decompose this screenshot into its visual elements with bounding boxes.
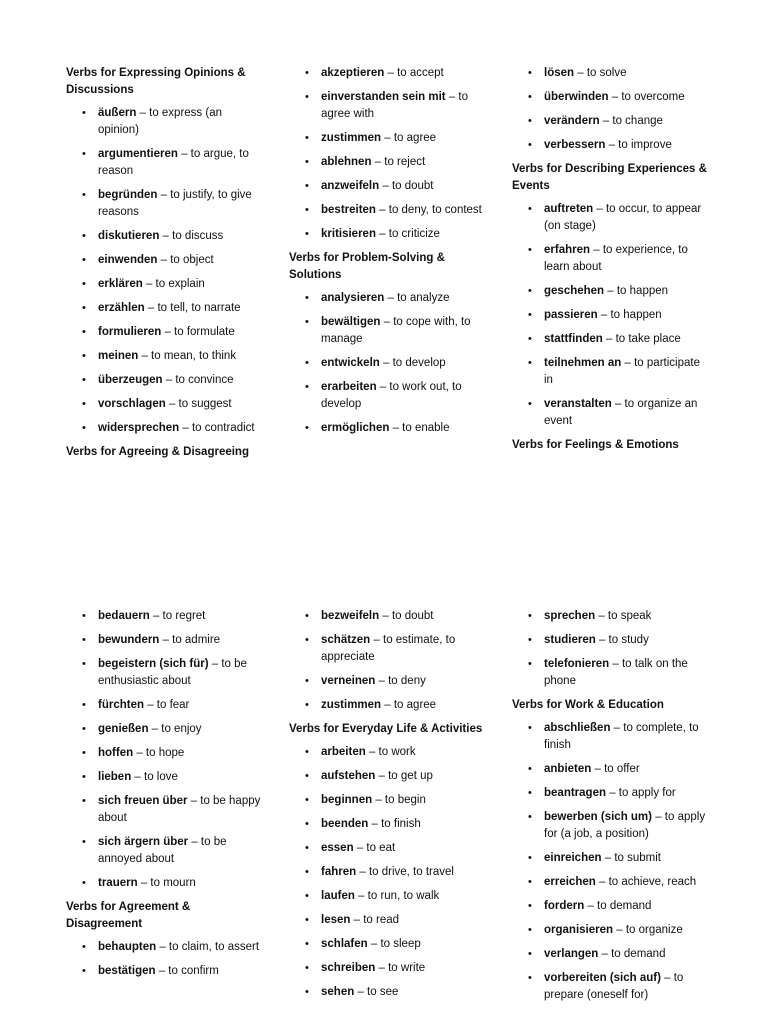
verb-item [289,984,489,1001]
verb-item [512,113,712,130]
verb-definition: – to finish [368,818,421,830]
verb-term: anbieten [544,763,592,775]
verb-definition: – to organize [613,924,683,936]
verb-item [66,146,266,180]
verb-term: überwinden [544,91,609,103]
verb-term: geschehen [544,285,605,297]
verb-definition: – to agree with [321,91,469,120]
verb-term: teilnehmen an [544,357,622,369]
verb-item [289,130,489,147]
verb-term: essen [321,842,354,854]
verb-list [289,290,489,437]
verb-term: telefonieren [544,658,610,670]
verb-term: hoffen [98,747,134,759]
verb-term: trauern [98,877,138,889]
verb-term: arbeiten [321,746,366,758]
verb-item [289,673,489,690]
verb-list [512,201,712,430]
column-2 [289,65,489,444]
verb-item [66,396,266,413]
verb-item [512,970,712,1004]
verb-term: bezweifeln [321,610,380,622]
verb-item [66,372,266,389]
verb-term: lösen [544,67,575,79]
verb-definition: – to begin [372,794,426,806]
verb-definition: – to demand [598,948,666,960]
column-5 [289,608,489,1008]
verb-term: beantragen [544,787,606,799]
verb-term: abschließen [544,722,611,734]
verb-item [66,300,266,317]
verb-item [289,65,489,82]
verb-item [512,632,712,649]
verb-definition: – to experience, to learn about [544,244,688,273]
verb-item [512,809,712,843]
verb-item [289,697,489,714]
verb-term: ablehnen [321,156,372,168]
verb-list [289,65,489,243]
verb-term: fahren [321,866,357,878]
verb-definition: – to contradict [179,422,255,434]
verb-item [512,65,712,82]
verb-item [66,721,266,738]
verb-item [66,656,266,690]
verb-term: erfahren [544,244,591,256]
verb-definition: – to argue, to reason [98,148,249,177]
verb-item [512,608,712,625]
section-heading: Verbs for Agreement & Disagreement [66,901,191,930]
verb-definition: – to criticize [375,228,440,240]
verb-item [66,187,266,221]
verb-term: lieben [98,771,132,783]
verb-term: akzeptieren [321,67,385,79]
verb-item [66,834,266,868]
verb-definition: – to accept [384,67,444,79]
verb-item [66,939,266,956]
verb-definition: – to enjoy [148,723,202,735]
verb-term: stattfinden [544,333,603,345]
verb-term: erklären [98,278,143,290]
verb-term: verändern [544,115,600,127]
verb-term: analysieren [321,292,385,304]
verb-item [289,912,489,929]
verb-definition: – to offer [591,763,640,775]
verb-item [512,898,712,915]
verb-definition: – to achieve, reach [595,876,697,888]
verb-item [289,355,489,372]
verb-term: verneinen [321,675,376,687]
verb-definition: – to submit [601,852,661,864]
verb-item [66,420,266,437]
verb-term: veranstalten [544,398,612,410]
verb-definition: – to write [375,962,426,974]
verb-item [289,420,489,437]
verb-definition: – to hope [133,747,185,759]
verb-term: ermöglichen [321,422,390,434]
verb-term: überzeugen [98,374,163,386]
verb-definition: – to talk on the phone [544,658,688,687]
verb-term: begründen [98,189,158,201]
verb-item [512,785,712,802]
verb-term: sprechen [544,610,596,622]
verb-definition: – to get up [375,770,433,782]
verb-item [512,720,712,754]
verb-item [289,608,489,625]
verb-term: verbessern [544,139,606,151]
verb-item [512,307,712,324]
verb-item [289,864,489,881]
verb-term: diskutieren [98,230,160,242]
verb-definition: – to doubt [379,180,434,192]
verb-item [512,331,712,348]
verb-item [289,792,489,809]
verb-term: passieren [544,309,598,321]
verb-item [512,922,712,939]
verb-term: einverstanden sein mit [321,91,446,103]
verb-item [66,252,266,269]
verb-term: einreichen [544,852,602,864]
verb-term: lesen [321,914,351,926]
verb-definition: – to formulate [161,326,235,338]
verb-item [289,178,489,195]
verb-term: schätzen [321,634,371,646]
verb-term: äußern [98,107,137,119]
verb-term: einwenden [98,254,158,266]
verb-definition: – to take place [602,333,681,345]
verb-term: schlafen [321,938,368,950]
verb-item [289,816,489,833]
verb-definition: – to deny, to contest [375,204,482,216]
section-heading: Verbs for Describing Experiences & Events [512,163,707,192]
verb-item [66,769,266,786]
verb-item [512,201,712,235]
verb-definition: – to love [131,771,178,783]
verb-definition: – to speak [595,610,652,622]
verb-term: erzählen [98,302,145,314]
verb-term: kritisieren [321,228,376,240]
verb-definition: – to explain [142,278,205,290]
verb-definition: – to agree [381,132,437,144]
verb-definition: – to improve [605,139,672,151]
verb-term: beginnen [321,794,373,806]
verb-definition: – to be annoyed about [98,836,227,865]
section-heading: Verbs for Work & Education [512,699,664,711]
verb-list [512,720,712,1004]
verb-term: erarbeiten [321,381,377,393]
verb-item [289,154,489,171]
verb-definition: – to run, to walk [354,890,440,902]
verb-item [289,89,489,123]
verb-item [512,89,712,106]
verb-definition: – to prepare (oneself for) [544,972,684,1001]
verb-definition: – to complete, to finish [544,722,699,751]
verb-item [512,761,712,778]
verb-term: bestätigen [98,965,156,977]
verb-definition: – to read [350,914,400,926]
verb-item [512,283,712,300]
verb-definition: – to agree [381,699,437,711]
verb-definition: – to overcome [608,91,685,103]
verb-definition: – to confirm [155,965,219,977]
verb-term: schreiben [321,962,376,974]
verb-term: zustimmen [321,699,382,711]
verb-definition: – to demand [584,900,652,912]
verb-item [512,656,712,690]
verb-item [512,874,712,891]
verb-item [289,960,489,977]
verb-definition: – to develop [379,357,446,369]
verb-term: bewältigen [321,316,381,328]
verb-list [512,608,712,690]
verb-definition: – to justify, to give reasons [98,189,252,218]
verb-definition: – to change [599,115,663,127]
verb-definition: – to cope with, to manage [321,316,471,345]
verb-term: aufstehen [321,770,376,782]
verb-definition: – to claim, to assert [156,941,260,953]
verb-term: laufen [321,890,355,902]
section-heading: Verbs for Feelings & Emotions [512,439,679,451]
verb-item [289,632,489,666]
verb-term: begeistern (sich für) [98,658,209,670]
verb-definition: – to organize an event [544,398,698,427]
verb-item [66,697,266,714]
verb-item [66,632,266,649]
verb-definition: – to sleep [367,938,421,950]
verb-definition: – to estimate, to appreciate [321,634,456,663]
verb-definition: – to deny [375,675,426,687]
verb-term: vorbereiten (sich auf) [544,972,661,984]
verb-term: behaupten [98,941,157,953]
verb-item [289,290,489,307]
verb-definition: – to participate in [544,357,700,386]
verb-list [66,105,266,437]
verb-definition: – to suggest [165,398,232,410]
verb-definition: – to solve [574,67,627,79]
verb-definition: – to see [354,986,399,998]
verb-definition: – to be enthusiastic about [98,658,247,687]
verb-item [512,242,712,276]
verb-list [66,939,266,980]
verb-item [289,226,489,243]
verb-item [512,850,712,867]
verb-item [66,745,266,762]
verb-list [66,608,266,892]
verb-term: verlangen [544,948,599,960]
verb-item [512,396,712,430]
verb-item [512,355,712,389]
column-1 [66,65,266,467]
verb-item [66,348,266,365]
section-heading: Verbs for Problem-Solving & Solutions [289,252,445,281]
verb-definition: – to object [157,254,214,266]
verb-definition: – to happen [597,309,662,321]
verb-term: fordern [544,900,585,912]
verb-term: sich freuen über [98,795,188,807]
verb-definition: – to drive, to travel [356,866,454,878]
verb-definition: – to tell, to narrate [144,302,241,314]
verb-definition: – to express (an opinion) [98,107,222,136]
verb-term: genießen [98,723,149,735]
verb-term: formulieren [98,326,162,338]
verb-item [289,888,489,905]
verb-term: anzweifeln [321,180,380,192]
verb-definition: – to reject [371,156,426,168]
verb-item [66,963,266,980]
verb-definition: – to enable [389,422,450,434]
section-heading: Verbs for Agreeing & Disagreeing [66,446,249,458]
verb-item [289,379,489,413]
column-4 [66,608,266,987]
verb-definition: – to work out, to develop [321,381,462,410]
verb-definition: – to apply for [606,787,676,799]
verb-item [66,324,266,341]
section-heading: Verbs for Everyday Life & Activities [289,723,483,735]
verb-item [66,276,266,293]
verb-term: auftreten [544,203,594,215]
verb-list [289,608,489,714]
verb-term: bestreiten [321,204,376,216]
verb-term: fürchten [98,699,144,711]
verb-term: zustimmen [321,132,382,144]
section-heading: Verbs for Expressing Opinions & Discussions [66,67,246,96]
verb-item [66,105,266,139]
verb-term: bewerben (sich um) [544,811,652,823]
verb-term: erreichen [544,876,596,888]
verb-item [289,840,489,857]
column-3 [512,65,712,460]
column-6 [512,608,712,1011]
verb-item [66,793,266,827]
verb-term: entwickeln [321,357,380,369]
verb-definition: – to work [365,746,416,758]
verb-item [512,137,712,154]
verb-item [289,202,489,219]
verb-item [289,744,489,761]
verb-term: sich ärgern über [98,836,189,848]
verb-list [512,65,712,154]
verb-term: organisieren [544,924,614,936]
verb-item [66,228,266,245]
verb-definition: – to occur, to appear (on stage) [544,203,702,232]
verb-term: vorschlagen [98,398,166,410]
verb-term: sehen [321,986,355,998]
verb-item [289,314,489,348]
verb-definition: – to happen [604,285,669,297]
verb-item [289,768,489,785]
verb-definition: – to analyze [384,292,450,304]
verb-definition: – to eat [353,842,396,854]
verb-item [66,875,266,892]
verb-term: widersprechen [98,422,180,434]
verb-item [289,936,489,953]
verb-term: meinen [98,350,139,362]
verb-term: argumentieren [98,148,178,160]
verb-definition: – to discuss [159,230,224,242]
verb-definition: – to mourn [137,877,196,889]
verb-list [289,744,489,1001]
verb-definition: – to be happy about [98,795,261,824]
verb-definition: – to fear [144,699,190,711]
verb-item [66,608,266,625]
verb-definition: – to regret [149,610,206,622]
verb-definition: – to study [595,634,649,646]
verb-term: bedauern [98,610,150,622]
verb-item [512,946,712,963]
verb-definition: – to doubt [379,610,434,622]
verb-definition: – to convince [162,374,234,386]
verb-definition: – to admire [159,634,221,646]
verb-definition: – to mean, to think [138,350,237,362]
verb-definition: – to apply for (a job, a position) [544,811,706,840]
verb-term: bewundern [98,634,160,646]
verb-term: studieren [544,634,596,646]
verb-term: beenden [321,818,369,830]
